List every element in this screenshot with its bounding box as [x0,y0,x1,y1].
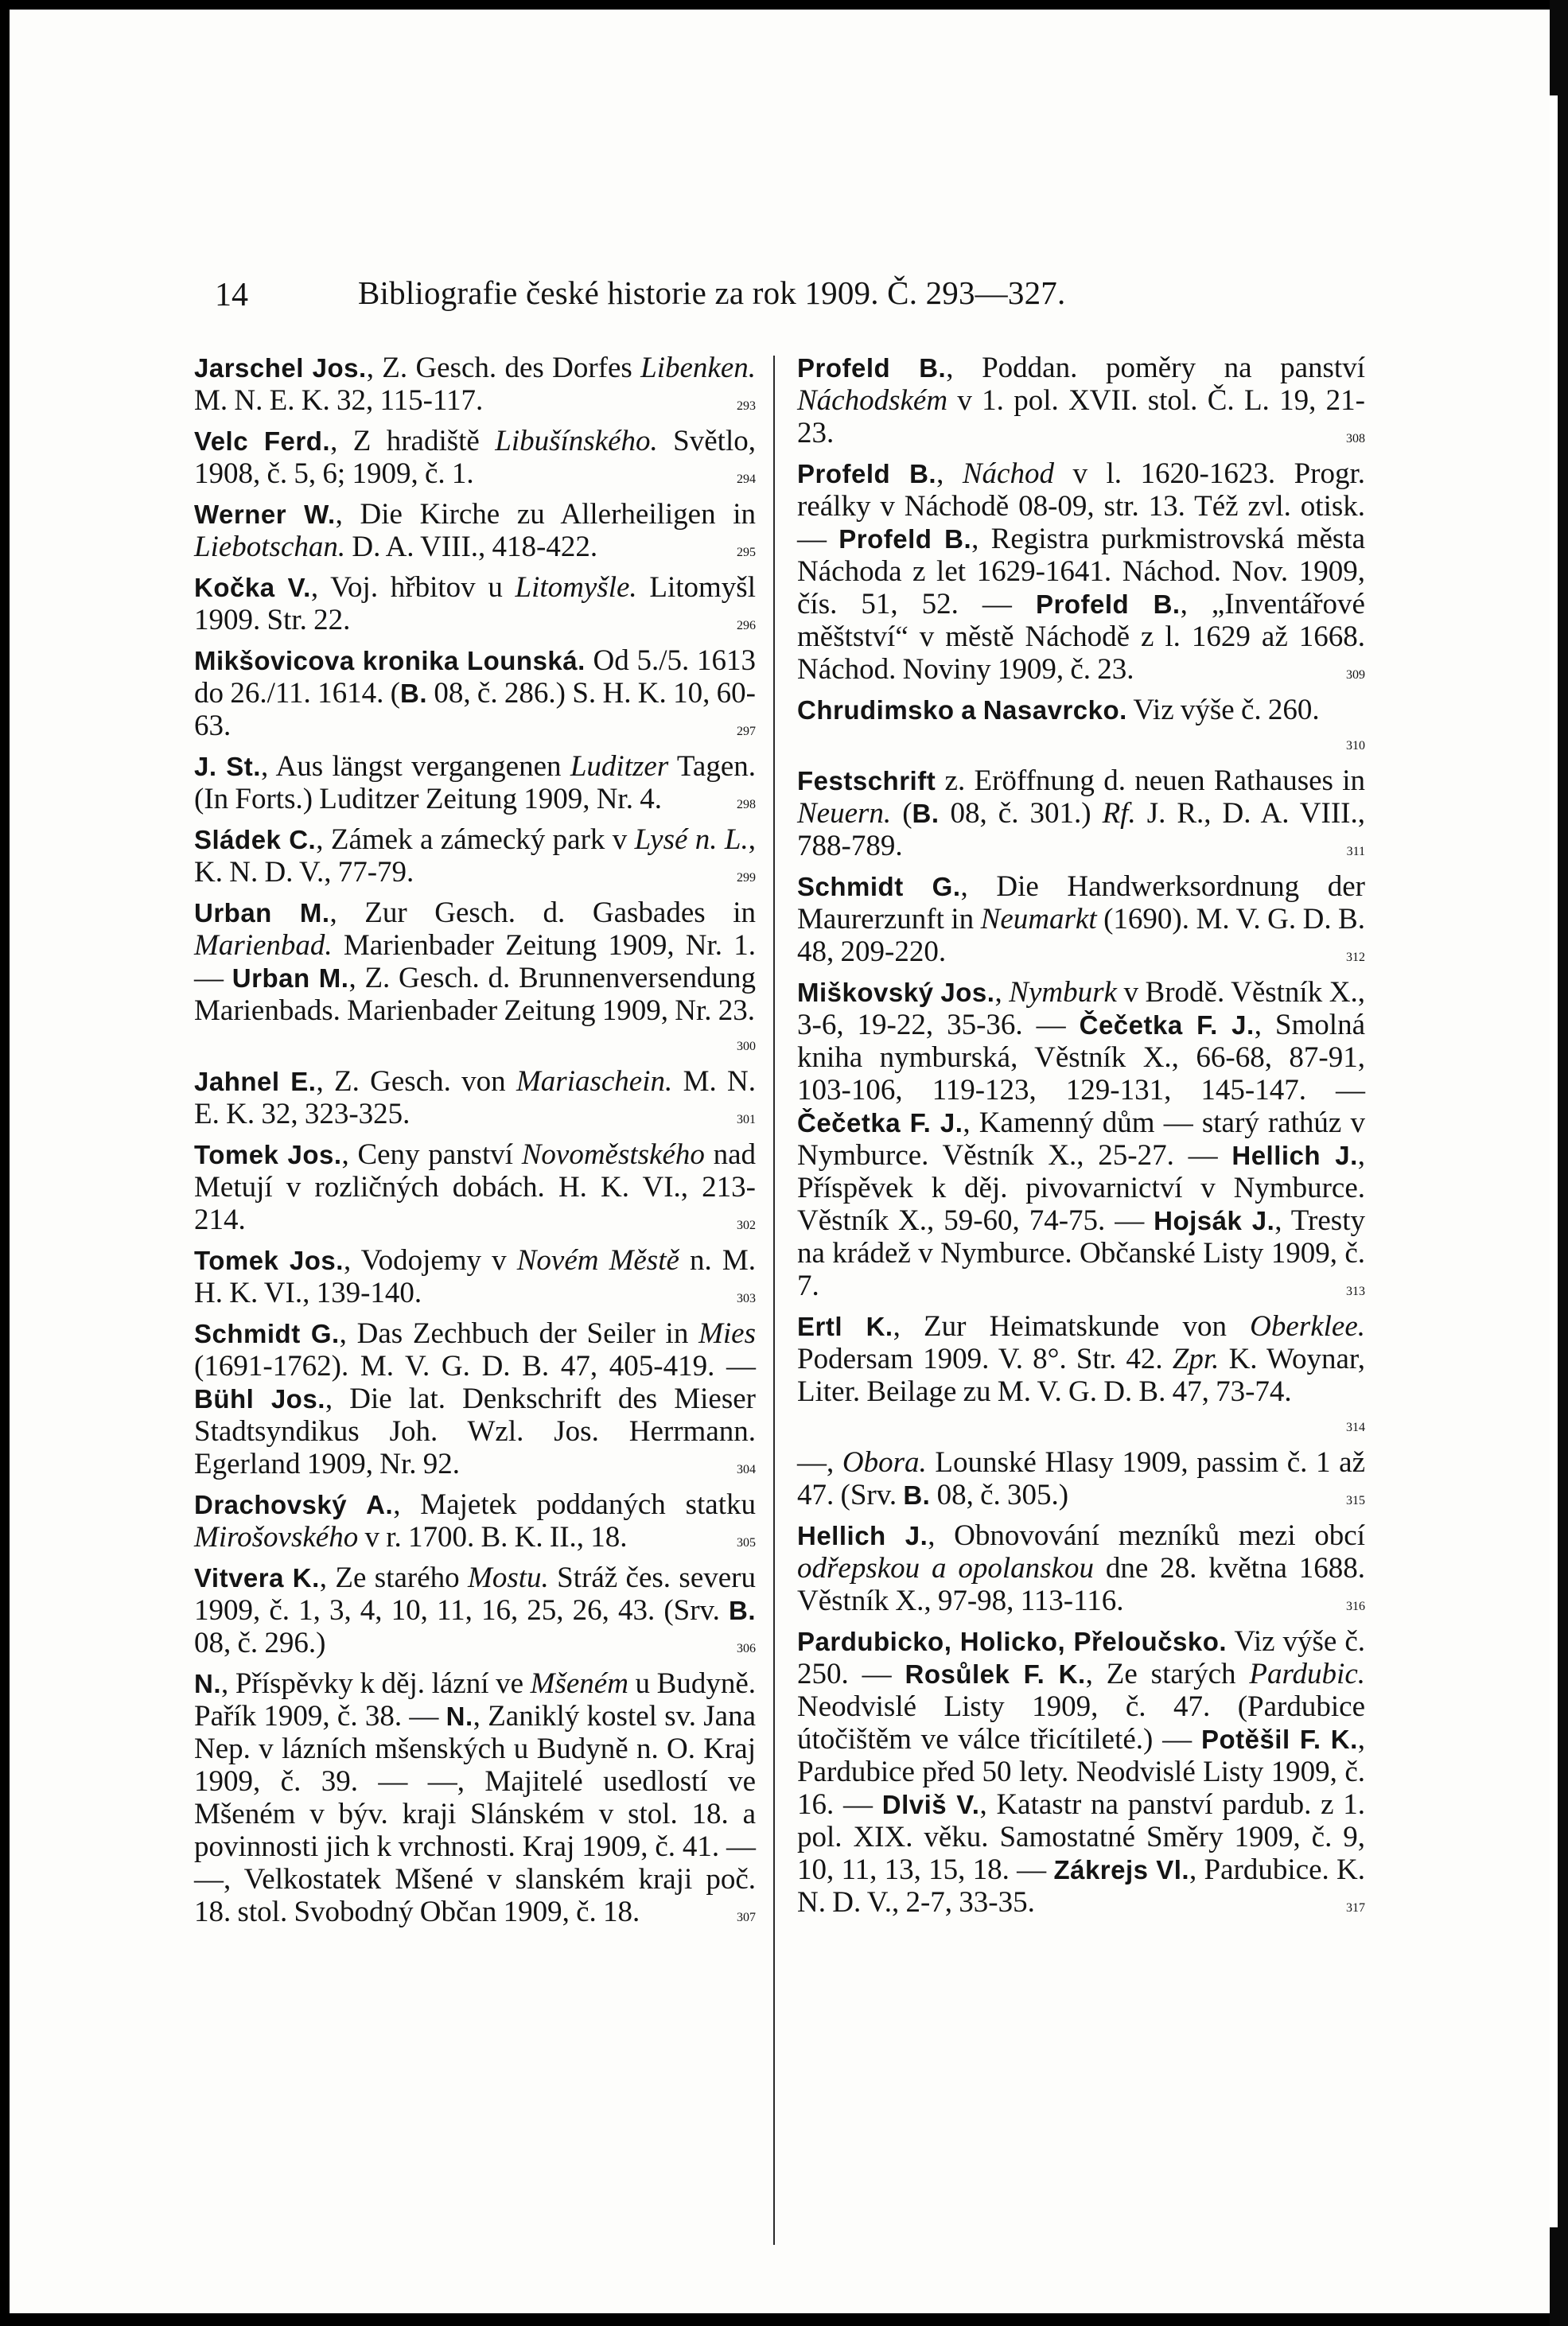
right-column [797,352,1365,1927]
bibliography-entry: Kočka V., Voj. hřbitov u Litomyšle. Litomyšl 1909. Str. 22. [194,571,756,636]
bibliography-entry: Drachovský A., Majetek poddaných statku Mirošovského v r. 1700. B. K. II., 18. [194,1488,757,1554]
bibliography-entry: Ertl K., Zur Heimatskunde von Oberklee. Podersam 1909. V. 8°. Str. 42. Zpr. K. Woynar, Liter. Beilage zu M. V. G. D. B. 47, 73-74. [797,1310,1365,1408]
column-divider [773,356,775,2245]
entry-number: 303 [737,1292,756,1305]
bibliography-entry: Pardubicko, Holicko, Přeloučsko. Viz výše č. 250. — Rosůlek F. K., Ze starých Pardubic. Neodvislé Listy 1909, č. 47. (Pardubice útočištěm ve válce třicítileté.) — Potěšil F. K., Pardubice před 50 lety. Neodvislé Listy 1909, č. 16. — Dlviš V., Katastr na panství pardub. z 1. pol. XIX. věku. Samostatné Směry 1909, č. 9, 10, 11, 13, 15, 18. — Zákrejs Vl., Pardubice. K. N. D. V., 2-7, 33-35. [797,1625,1365,1919]
bibliography-entry: Chrudimsko a Nasavrcko. Viz výše č. 260. [797,694,1320,726]
bibliography-entry: Werner W., Die Kirche zu Allerheiligen in Liebotschan. D. A. VIII., 418-422. [194,498,756,563]
entry-number: 313 [1346,1285,1365,1298]
entry-number: 315 [1346,1494,1365,1507]
bibliography-entry: Schmidt G., Die Handwerksordnung der Maurerzunft in Neumarkt (1690). M. V. G. D. B. 48, 209-220. [797,870,1365,968]
entry-number: 296 [737,619,756,632]
bibliography-entry: N., Příspěvky k děj. lázní ve Mšeném u Budyně. Pařík 1909, č. 38. — N., Zaniklý kostel sv. Jana Nep. v lázních mšenských u Budyně n. O. Kraj 1909, č. 39. — —, Majitelé usedlostí ve Mšeném v býv. kraji Slánském v stol. 18. a povinnosti jich k vrchnosti. Kraj 1909, č. 41. — —, Velkostatek Mšené v slanském kraji poč. 18. stol. Svobodný Občan 1909, č. 18. [194,1667,756,1928]
entry-number: 301 [737,1113,756,1126]
bibliography-entry: Jahnel E., Z. Gesch. von Mariaschein. M. N. E. K. 32, 323-325. [194,1065,756,1130]
bibliography-entry: Miškovský Jos., Nymburk v Brodě. Věstník X., 3-6, 19-22, 35-36. — Čečetka F. J., Smolná kniha nymburská, Věstník X., 66-68, 87-91, 103-106, 119-123, 129-131, 145-147. — Čečetka F. J., Kamenný dům — starý rathúz v Nymburce. Věstník X., 25-27. — Hellich J., Příspěvek k děj. pivovarnictví v Nymburce. Věstník X., 59-60, 74-75. — Hojsák J., Tresty na krádež v Nymburce. Občanské Listy 1909, č. 7. [797,976,1366,1302]
scan-edge-highlight [1550,95,1558,2227]
bibliography-entry: Mikšovicova kronika Lounská. Od 5./5. 1613 do 26./11. 1614. (B. 08, č. 286.) S. H. K. 10, 60-63. [194,644,757,742]
entry-number: 297 [737,725,756,738]
running-title: Bibliografie české historie za rok 1909. Č. 293—327. [358,274,1066,311]
bibliography-entry: Festschrift z. Eröffnung d. neuen Rathauses in Neuern. (B. 08, č. 301.) Rf. J. R., D. A. VIII., 788-789. [797,764,1365,862]
entry-number: 293 [737,399,756,413]
entry-number: 304 [737,1463,756,1476]
entry-number: 312 [1346,951,1365,964]
bibliography-entry: J. St., Aus längst vergangenen Luditzer Tagen. (In Forts.) Luditzer Zeitung 1909, Nr. 4. [194,750,756,815]
page-header [10,10,1550,328]
entry-number: 311 [1346,845,1365,858]
entry-number: 294 [737,473,756,486]
entry-number: 307 [737,1911,756,1924]
entry-number: 309 [1346,668,1365,682]
page-number: 14 [215,277,248,313]
bibliography-entry: Velc Ferd., Z hradiště Libušínského. Světlo, 1908, č. 5, 6; 1909, č. 1. [194,425,756,490]
bibliography-entry: Tomek Jos., Ceny panství Novoměstského nad Metují v rozličných dobách. H. K. VI., 213-214. [194,1138,756,1236]
bibliography-entry: Hellich J., Obnovování mezníků mezi obcí odřepskou a opolanskou dne 28. května 1688. Věstník X., 97-98, 113-116. [797,1519,1366,1617]
bibliography-entry: Profeld B., Poddan. poměry na panství Náchodském v 1. pol. XVII. stol. Č. L. 19, 21-23. [797,352,1365,449]
entry-number: 310 [1346,739,1365,753]
entry-number: 298 [737,798,756,811]
bibliography-entry: Schmidt G., Das Zechbuch der Seiler in Mies (1691-1762). M. V. G. D. B. 47, 405-419. — Bühl Jos., Die lat. Denkschrift des Mieser Stadtsyndikus Joh. Wzl. Jos. Herrmann. Egerland 1909, Nr. 92. [194,1317,756,1480]
bibliography-entry: Vitvera K., Ze starého Mostu. Stráž čes. severu 1909, č. 1, 3, 4, 10, 11, 16, 25, 26, 43. (Srv. B. 08, č. 296.) [194,1562,756,1659]
bibliography-entry: Profeld B., Náchod v l. 1620-1623. Progr. reálky v Náchodě 08-09, str. 13. Též zvl. otisk. — Profeld B., Registra purkmistrovská města Náchoda z let 1629-1641. Náchod. Nov. 1909, čís. 51, 52. — Profeld B., „Inventářové měštství“ v městě Náchodě z l. 1629 až 1668. Náchod. Noviny 1909, č. 23. [797,457,1365,686]
entry-number: 300 [737,1040,756,1053]
entry-number: 317 [1346,1901,1365,1915]
entry-number: 295 [737,546,756,559]
entry-number: 299 [737,871,756,885]
left-column [194,352,756,1936]
bibliography-entry: Jarschel Jos., Z. Gesch. des Dorfes Libenken. M. N. E. K. 32, 115-117. [194,352,756,417]
bibliography-entry: Sládek C., Zámek a zámecký park v Lysé n. L., K. N. D. V., 77-79. [194,823,756,889]
bibliography-entry: Urban M., Zur Gesch. d. Gasbades in Marienbad. Marienbader Zeitung 1909, Nr. 1. — Urban M., Z. Gesch. d. Brunnenversendung Marienbads. Marienbader Zeitung 1909, Nr. 23. [194,897,757,1027]
bibliography-entry: Tomek Jos., Vodojemy v Novém Městě n. M. H. K. VI., 139-140. [194,1244,756,1309]
entry-number: 302 [737,1219,756,1232]
entry-number: 314 [1346,1421,1365,1434]
book-page [10,10,1550,2313]
entry-number: 306 [737,1642,756,1655]
bibliography-entry: —, Obora. Lounské Hlasy 1909, passim č. 1 až 47. (Srv. B. 08, č. 305.) [797,1446,1365,1511]
entry-number: 316 [1346,1600,1365,1613]
entry-number: 305 [737,1536,756,1550]
entry-number: 308 [1346,432,1365,445]
